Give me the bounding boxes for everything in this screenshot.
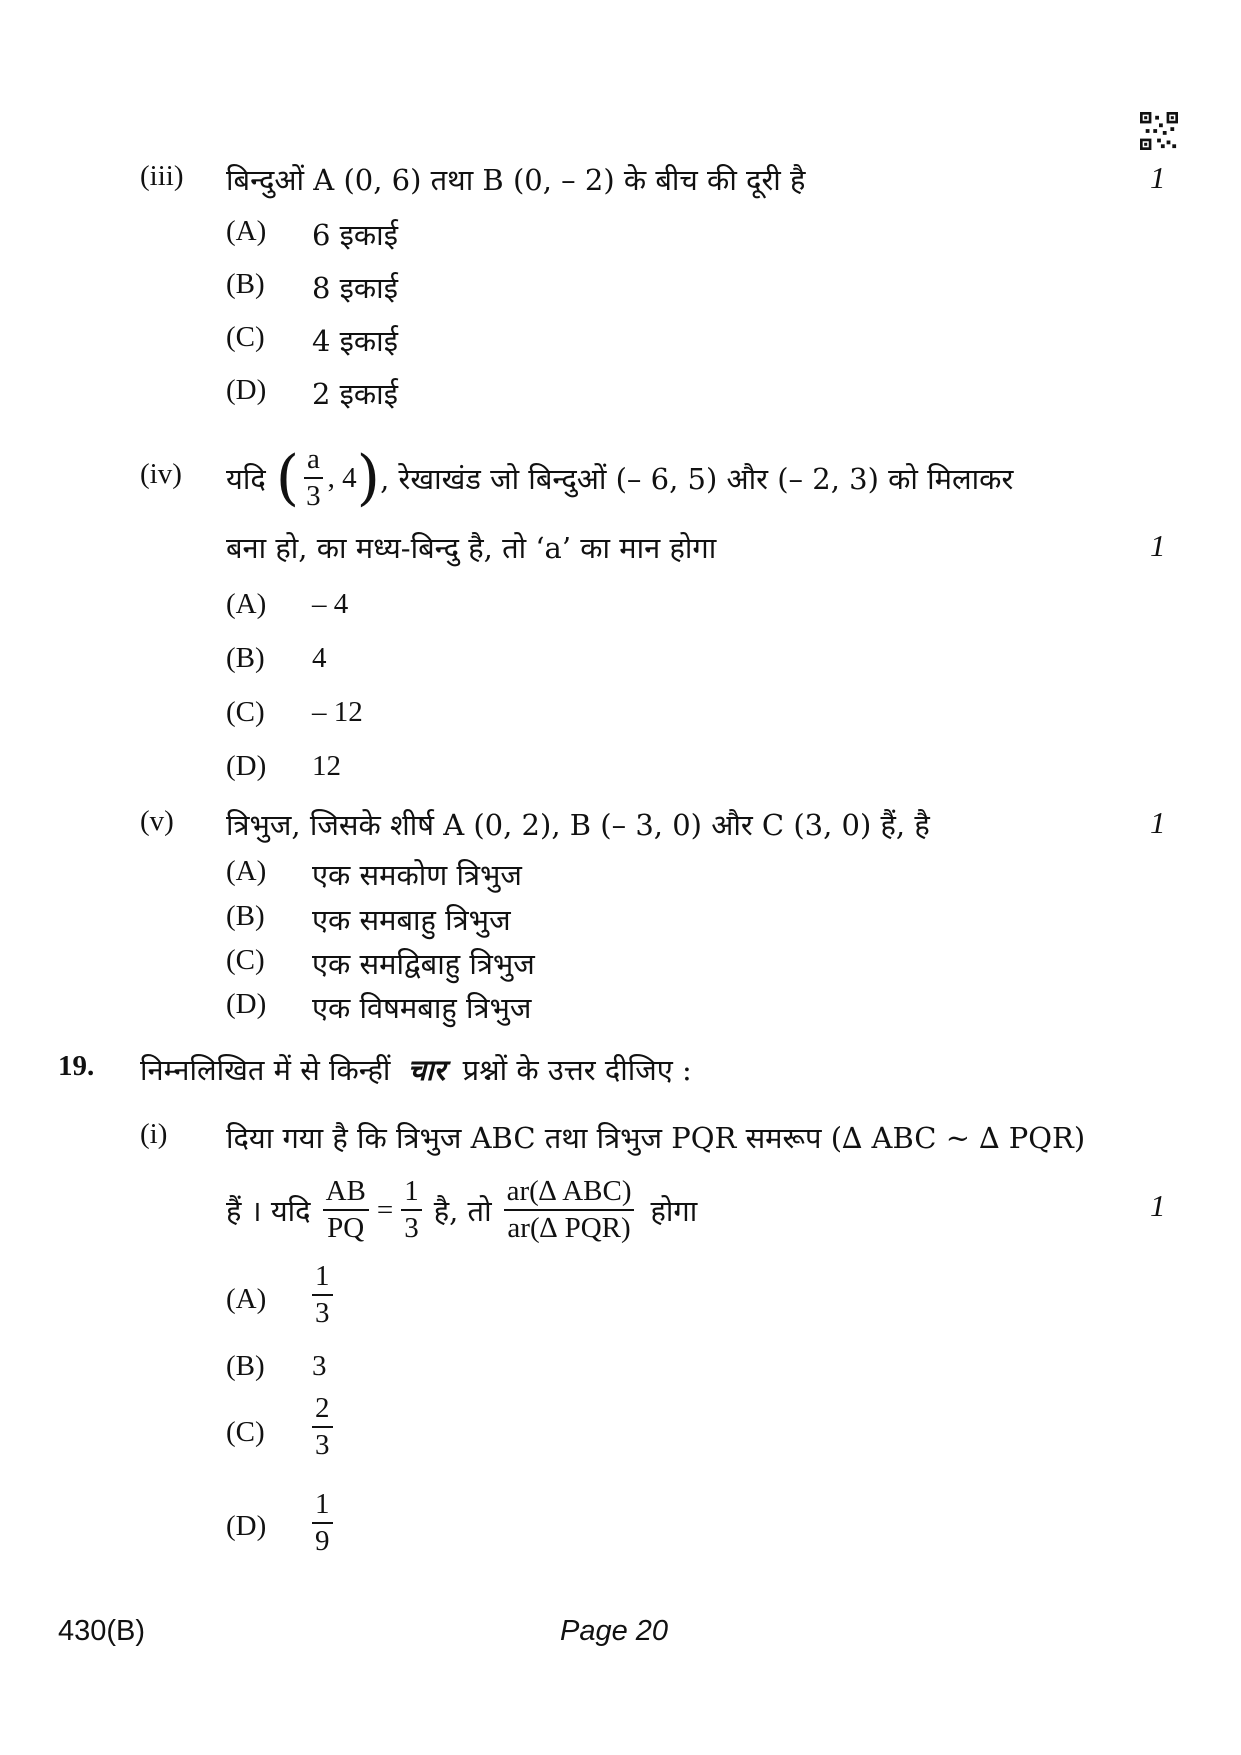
option-key: (C): [226, 321, 265, 353]
option-text: – 4: [312, 588, 349, 620]
option-denominator: 3: [315, 1429, 330, 1461]
option-text: 4 इकाई: [312, 324, 398, 358]
option-key: (C): [226, 1416, 265, 1448]
fraction: [303, 445, 324, 511]
fraction-denominator: 3: [306, 480, 321, 512]
question-text: यदि ( $\frac{a}{3}$ , 4 ) , रेखाखंड जो बिन्दुओं (– 6, 5) और (– 2, 3) को मिलाकर: [226, 443, 1014, 513]
option-text: एक समबाहु त्रिभुज: [312, 903, 511, 937]
option-text: एक समकोण त्रिभुज: [312, 858, 522, 892]
line2-suffix: होगा: [650, 1193, 698, 1228]
option-fraction: [312, 1490, 333, 1556]
mid-text: है, तो: [433, 1193, 492, 1228]
option-key: (B): [226, 642, 265, 674]
option-key: (D): [226, 750, 267, 782]
question-text: बिन्दुओं A (0, 6) तथा B (0, – 2) के बीच की दूरी है: [226, 163, 806, 197]
question-text-line2: [226, 1170, 697, 1250]
option-key: (A): [226, 215, 267, 247]
area-denominator: ar(∆ PQR): [507, 1212, 631, 1244]
ratio-numerator: AB: [323, 1177, 369, 1211]
option-text: 12: [312, 750, 341, 782]
question-label: (v): [140, 805, 174, 837]
option-key: (D): [226, 374, 267, 406]
question-text-rest: , रेखाखंड जो बिन्दुओं (– 6, 5) और (– 2, 3) को मिलाकर: [380, 461, 1014, 496]
option-key: (A): [226, 1283, 267, 1315]
option-key: (C): [226, 696, 265, 728]
page-number: Page 20: [560, 1615, 669, 1647]
option-denominator: 3: [315, 1297, 330, 1329]
option-text: एक समद्विबाहु त्रिभुज: [312, 947, 535, 981]
option-fraction: [312, 1394, 333, 1460]
paper-code: 430(B): [58, 1615, 146, 1647]
fraction-numerator: a: [304, 445, 323, 479]
instruction-emphasis: चार: [407, 1053, 446, 1087]
option-numerator: 1: [312, 1262, 333, 1296]
marks: 1: [1150, 528, 1166, 563]
option-text: 4: [312, 642, 327, 674]
question-label: (iii): [140, 160, 184, 192]
option-key: (B): [226, 900, 265, 932]
value-numerator: 1: [401, 1177, 422, 1211]
instruction-after: प्रश्नों के उत्तर दीजिए :: [462, 1053, 692, 1087]
option-key: (A): [226, 855, 267, 887]
option-numerator: 2: [312, 1394, 333, 1428]
instruction-before: निम्नलिखित में से किन्हीं: [140, 1053, 391, 1087]
qr-code-icon: [1140, 112, 1178, 150]
ratio-denominator: PQ: [327, 1212, 365, 1244]
option-text: 2 इकाई: [312, 377, 398, 411]
area-fraction: [504, 1177, 635, 1243]
marks: 1: [1150, 805, 1166, 840]
option-key: (B): [226, 268, 265, 300]
option-key: (D): [226, 988, 267, 1020]
option-text: 6 इकाई: [312, 218, 398, 252]
question-instruction: [140, 1050, 692, 1089]
marks: 1: [1150, 1188, 1166, 1223]
question-number: 19.: [58, 1050, 95, 1082]
option-key: (D): [226, 1510, 267, 1542]
marks: 1: [1150, 160, 1166, 195]
question-text-line2: बना हो, का मध्य-बिन्दु है, तो ‘a’ का मान होगा: [226, 531, 717, 565]
coordinate-y: , 4: [327, 461, 357, 494]
option-key: (B): [226, 1350, 265, 1382]
question-label: (iv): [140, 458, 182, 490]
option-denominator: 9: [315, 1525, 330, 1557]
option-key: (C): [226, 944, 265, 976]
option-key: (A): [226, 588, 267, 620]
question-prefix: यदि: [226, 461, 266, 496]
area-numerator: ar(∆ ABC): [504, 1177, 635, 1211]
line2-prefix: हैं । यदि: [226, 1193, 311, 1228]
question-text: त्रिभुज, जिसके शीर्ष A (0, 2), B (– 3, 0) और C (3, 0) हैं, है: [226, 808, 930, 842]
option-text: 8 इकाई: [312, 271, 398, 305]
question-label: (i): [140, 1118, 168, 1150]
option-numerator: 1: [312, 1490, 333, 1524]
option-fraction: [312, 1262, 333, 1328]
equals-sign: =: [376, 1193, 394, 1226]
option-text: 3: [312, 1350, 327, 1382]
value-denominator: 3: [404, 1212, 419, 1244]
value-fraction: [401, 1177, 422, 1243]
question-text-line1: दिया गया है कि त्रिभुज ABC तथा त्रिभुज PQR समरूप (∆ ABC ~ ∆ PQR): [226, 1121, 1086, 1155]
option-text: एक विषमबाहु त्रिभुज: [312, 991, 532, 1025]
option-text: – 12: [312, 696, 363, 728]
ratio-fraction: [323, 1177, 369, 1243]
